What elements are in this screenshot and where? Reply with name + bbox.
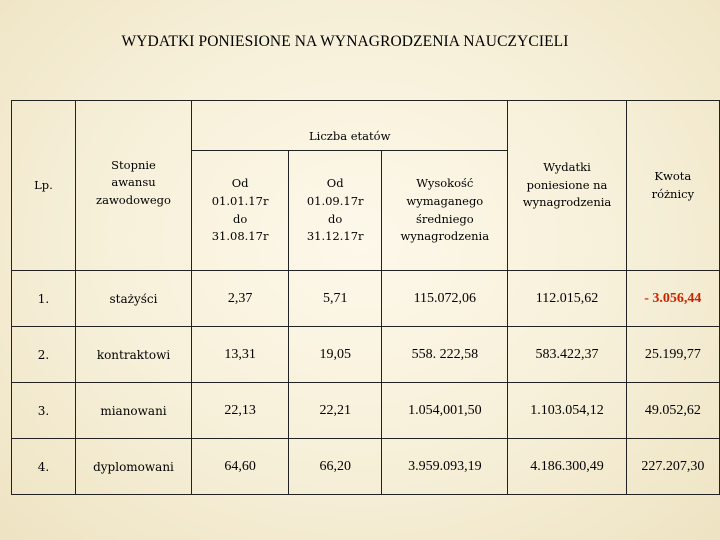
row-stopien: stażyści xyxy=(75,271,191,327)
header-kwota: Kwota różnicy xyxy=(626,101,719,271)
table-row xyxy=(12,439,720,495)
header-stopnie: Stopnie awansu zawodowego xyxy=(75,151,191,271)
row-etaty-2: 19,05 xyxy=(289,327,382,383)
row-wysokosc: 115.072,06 xyxy=(382,271,508,327)
header-lp: Lp. xyxy=(12,101,76,271)
header-wysokosc: Wysokość wymaganego średniego wynagrodzenia xyxy=(382,151,508,271)
header-etaty-period-2: Od 01.09.17r do 31.12.17r xyxy=(289,151,382,271)
row-wydatki: 112.015,62 xyxy=(508,271,626,327)
row-etaty-2: 22,21 xyxy=(289,383,382,439)
row-wydatki: 1.103.054,12 xyxy=(508,383,626,439)
row-kwota: 25.199,77 xyxy=(626,327,719,383)
table-row xyxy=(12,327,720,383)
row-kwota: 49.052,62 xyxy=(626,383,719,439)
row-etaty-1: 22,13 xyxy=(192,383,289,439)
row-etaty-2: 66,20 xyxy=(289,439,382,495)
table-row xyxy=(12,383,720,439)
header-liczba-etatow: Liczba etatów xyxy=(192,101,508,151)
row-etaty-1: 13,31 xyxy=(192,327,289,383)
row-stopien: dyplomowani xyxy=(75,439,191,495)
row-etaty-2: 5,71 xyxy=(289,271,382,327)
row-wysokosc: 3.959.093,19 xyxy=(382,439,508,495)
row-lp: 1. xyxy=(12,271,76,327)
row-etaty-1: 2,37 xyxy=(192,271,289,327)
header-stopnie-top xyxy=(75,101,191,151)
row-lp: 3. xyxy=(12,383,76,439)
row-stopien: mianowani xyxy=(75,383,191,439)
row-etaty-1: 64,60 xyxy=(192,439,289,495)
row-wydatki: 583.422,37 xyxy=(508,327,626,383)
table-row xyxy=(12,271,720,327)
header-wydatki: Wydatki poniesione na wynagrodzenia xyxy=(508,101,626,271)
row-wydatki: 4.186.300,49 xyxy=(508,439,626,495)
row-kwota: 227.207,30 xyxy=(626,439,719,495)
row-wysokosc: 558. 222,58 xyxy=(382,327,508,383)
page-title: WYDATKI PONIESIONE NA WYNAGRODZENIA NAUCZYCIELI xyxy=(121,33,569,50)
header-etaty-period-1: Od 01.01.17r do 31.08.17r xyxy=(192,151,289,271)
row-kwota: - 3.056,44 xyxy=(626,271,719,327)
salary-table xyxy=(11,100,720,495)
row-wysokosc: 1.054,001,50 xyxy=(382,383,508,439)
row-stopien: kontraktowi xyxy=(75,327,191,383)
row-lp: 4. xyxy=(12,439,76,495)
row-lp: 2. xyxy=(12,327,76,383)
